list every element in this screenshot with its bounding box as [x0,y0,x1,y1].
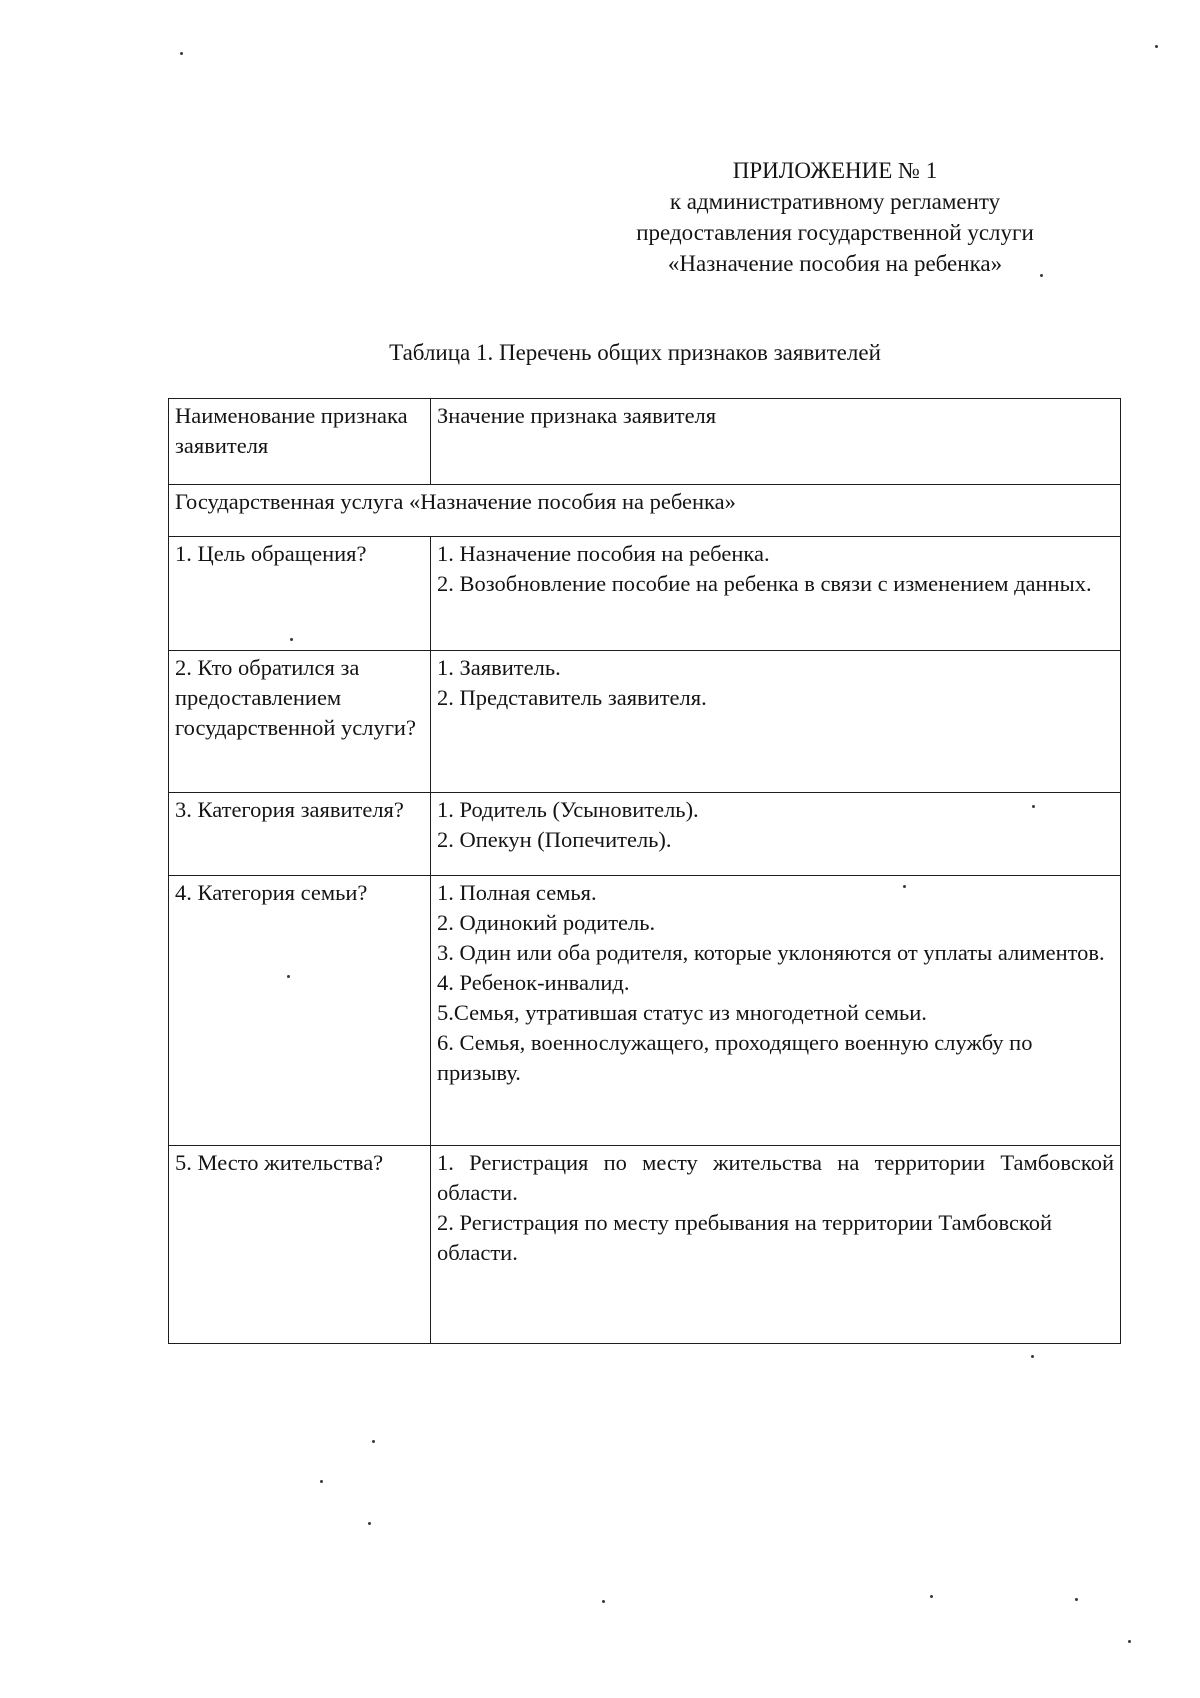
scan-speck [368,1522,371,1525]
scan-speck [372,1440,375,1443]
feature-name: 2. Кто обратился за предоставлением государственной услуги? [169,651,431,793]
feature-value: 1. Регистрация по месту жительства на территории Тамбовской области. [437,1150,1114,1205]
scan-speck [287,975,290,978]
table-row [169,1146,1121,1344]
scan-speck [1075,1598,1078,1601]
feature-value: 2. Регистрация по месту пребывания на территории Тамбовской области. [437,1210,1053,1265]
table-row [169,793,1121,876]
table-row [169,537,1121,651]
feature-value: 4. Ребенок-инвалид. [437,970,630,995]
scan-speck [290,638,293,641]
feature-value: 3. Один или оба родителя, которые уклоняются от уплаты алиментов. [437,940,1105,965]
feature-values [431,793,1121,876]
appendix-line-4: «Назначение пособия на ребенка» [667,251,1003,276]
feature-value: 6. Семья, военнослужащего, проходящего военную службу по призыву. [437,1030,1033,1085]
service-row [169,485,1121,537]
header-feature-value: Значение признака заявителя [431,399,1121,485]
feature-values [431,1146,1121,1344]
feature-value: 2. Опекун (Попечитель). [437,827,672,852]
scan-speck [1040,274,1043,277]
appendix-header [585,155,1085,279]
scan-speck [903,885,906,888]
service-name: Государственная услуга «Назначение пособия на ребенка» [169,485,1121,537]
scan-speck [930,1595,933,1598]
applicant-features-table [168,398,1121,1344]
appendix-title: ПРИЛОЖЕНИЕ № 1 [732,158,938,183]
appendix-line-2: к административному регламенту [669,189,1001,214]
feature-values [431,876,1121,1146]
scan-speck [320,1480,323,1483]
table-header-row [169,399,1121,485]
table-caption: Таблица 1. Перечень общих признаков заявителей [389,340,881,365]
scan-speck [180,52,183,55]
scan-speck [1128,1640,1131,1643]
feature-value: 5.Семья, утратившая статус из многодетной семьи. [437,1000,927,1025]
feature-value: 1. Родитель (Усыновитель). [437,797,699,822]
header-feature-name: Наименование признака заявителя [169,399,431,485]
feature-name: 4. Категория семьи? [169,876,431,1146]
feature-name: 1. Цель обращения? [169,537,431,651]
scan-speck [602,1600,605,1603]
feature-value: 1. Назначение пособия на ребенка. [437,541,770,566]
scan-speck [1155,45,1158,48]
feature-name: 5. Место жительства? [169,1146,431,1344]
scan-speck [1032,805,1035,808]
table-row [169,876,1121,1146]
feature-value: 1. Полная семья. [437,880,597,905]
feature-values [431,537,1121,651]
table-row [169,651,1121,793]
feature-value: 1. Заявитель. [437,655,561,680]
feature-value: 2. Возобновление пособие на ребенка в связи с изменением данных. [437,571,1092,596]
feature-values [431,651,1121,793]
feature-value: 2. Представитель заявителя. [437,685,707,710]
scan-speck [1031,1355,1034,1358]
feature-value: 2. Одинокий родитель. [437,910,656,935]
feature-name: 3. Категория заявителя? [169,793,431,876]
appendix-line-3: предоставления государственной услуги [636,220,1034,245]
